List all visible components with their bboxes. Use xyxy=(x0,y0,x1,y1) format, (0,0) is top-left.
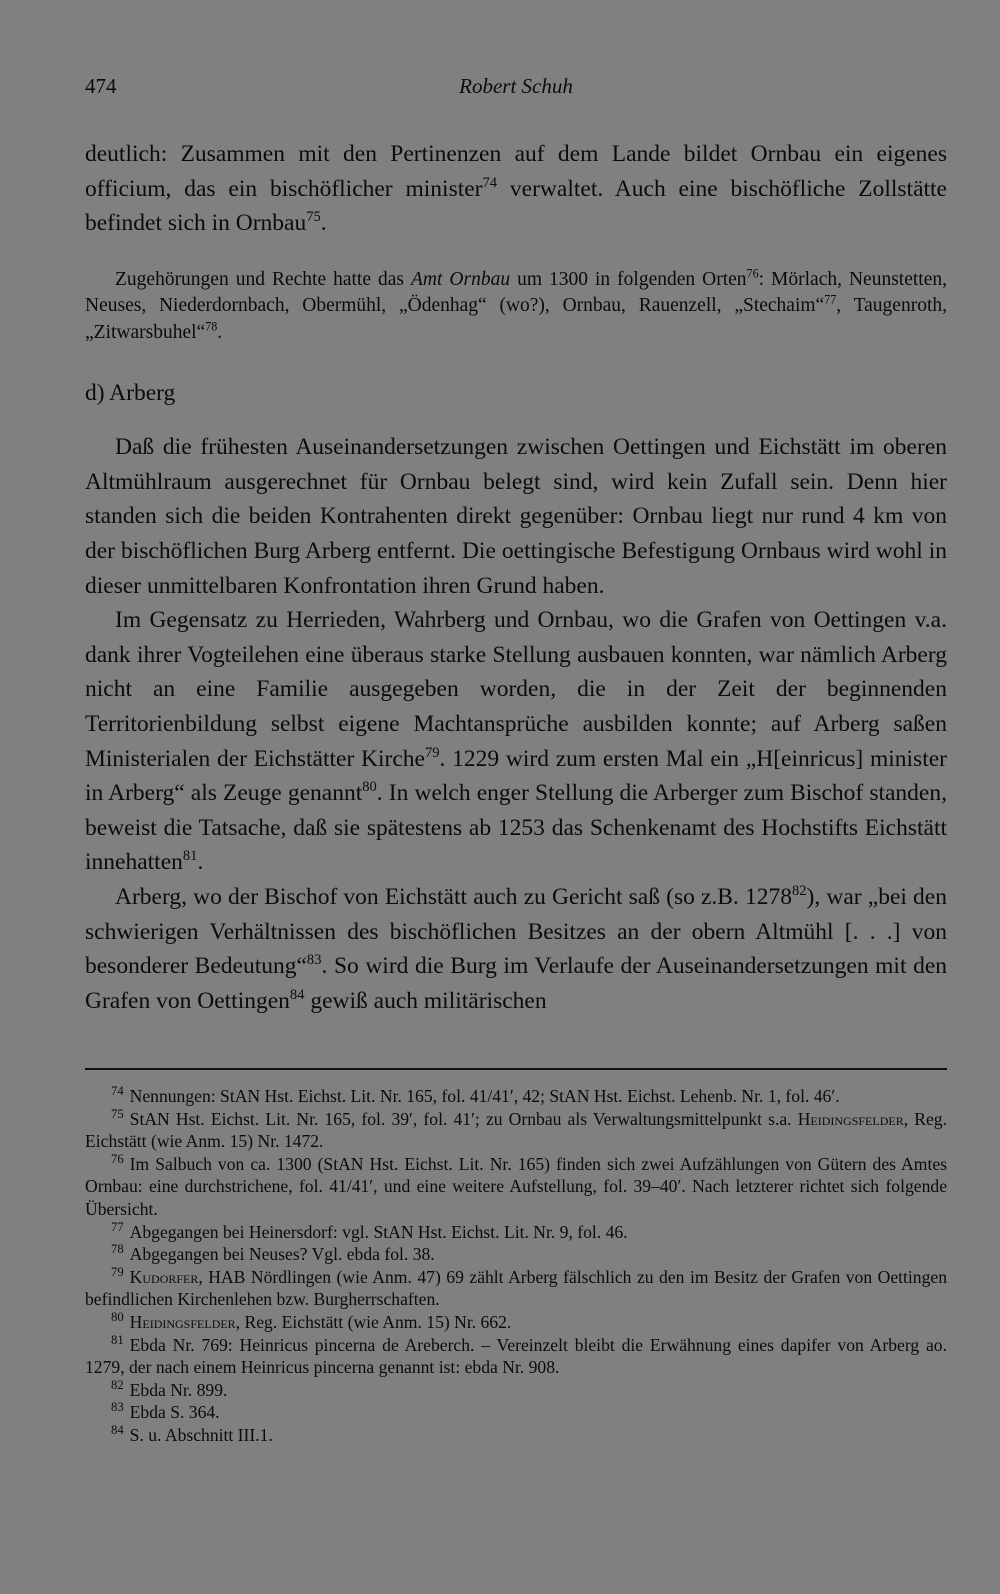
footnotes xyxy=(85,1085,947,1447)
amt-ornbau: Amt Ornbau xyxy=(411,268,511,290)
page-header xyxy=(85,74,947,104)
footnote-ref-78[interactable]: 78 xyxy=(205,319,218,334)
footnote-81: $^{81}$ Ebda Nr. 769: Heinricus pincerna de Areberch. – Vereinzelt bleibt die Erwähnung eines dapifer von Arberg ao. 1279, der nach einem Heinricus pincerna genannt ist: ebda Nr. 908. xyxy=(85,1332,947,1378)
footnote-84: $^{84}$ S. u. Abschnitt III.1. xyxy=(111,1423,273,1445)
footnote-ref-82[interactable]: 82 xyxy=(791,883,807,900)
footnote-78: $^{78}$ Abgegangen bei Neuses? Vgl. ebda fol. 38. xyxy=(111,1242,435,1265)
footnote-ref-74[interactable]: 74 xyxy=(482,174,498,191)
footnote-ref-77[interactable]: 77 xyxy=(824,292,837,307)
paragraph-4: Im Gegensatz zu Herrieden, Wahrberg und Ornbau, wo die Grafen von Oettingen v.a. dank ihrer Vogteilehen eine überaus starke Stellung ausbauen konnten, war nämlich Arberg nicht an eine Familie ausgegeben worden, die in der Zeit der beginnenden Territorienbildung selbst eigene Machtansprüche ausbilden konnte; auf Arberg saßen Ministerialen der Eichstätter Kirche$^{79}$. 1229 wird zum ersten Mal ein „H[einricus] minister in Arberg“ als Zeuge genannt$^{80}$. In welch enger Stellung die Arberger zum Bischof standen, beweist die Tatsache, daß sie spätestens ab 1253 das Schenkenamt des Hochstifts Eichstätt innehatten$^{81}$. xyxy=(85,607,947,876)
section-heading: d) Arberg xyxy=(85,380,176,407)
footnote-74: $^{74}$ Nennungen: StAN Hst. Eichst. Lit. Nr. 165, fol. 41/41′, 42; StAN Hst. Eichst. Lehenb. Nr. 1, fol. 46′. xyxy=(111,1084,840,1106)
footnote-divider xyxy=(85,1068,947,1070)
running-title: Robert Schuh xyxy=(459,74,573,98)
main-text xyxy=(85,137,947,1018)
footnote-ref-81[interactable]: 81 xyxy=(182,848,198,865)
footnote-82: $^{82}$ Ebda Nr. 899. xyxy=(111,1377,228,1400)
paragraph-3: Daß die frühesten Auseinandersetzungen zwischen Oettingen und Eichstätt im oberen Altmühlraum ausgerechnet für Ornbau belegt sind, wird kein Zufall sein. Denn hier standen sich die beiden Kontrahenten direkt gegenüber: Ornbau liegt nur rund 4 km von der bischöflichen Burg Arberg entfernt. Die oettingische Befestigung Ornbaus wird wohl in dieser unmittelbaren Konfrontation ihren Grund haben. xyxy=(85,434,947,599)
page-number: 474 xyxy=(85,74,117,98)
paragraph-2: Zugehörungen und Rechte hatte das Amt Ornbau um 1300 in folgenden Orten$^{76}$: Mörlach, Neunstetten, Neuses, Niederdornbach, Obermühl, „Ödenhag“ (wo?), Ornbau, Rauenzell, „Stechaim“$^{77}$, Taugenroth, „Zitwarsbuhel“$^{78}$. xyxy=(85,266,947,343)
footnote-77: $^{77}$ Abgegangen bei Heinersdorf: vgl. StAN Hst. Eichst. Lit. Nr. 9, fol. 46. xyxy=(111,1219,628,1242)
footnote-76: $^{76}$ Im Salbuch von ca. 1300 (StAN Hst. Eichst. Lit. Nr. 165) finden sich zwei Aufzählungen von Gütern des Amtes Ornbau: eine durchstrichene, fol. 41/41′, und eine weitere Aufstellung, fol. 39–40′. Nach letzterer richtet sich folgende Übersicht. xyxy=(85,1151,947,1219)
footnote-ref-80[interactable]: 80 xyxy=(362,779,377,796)
footnote-79: $^{79}$ Kudorfer, HAB Nördlingen (wie Anm. 47) 69 zählt Arberg fälschlich zu den im Besitz der Grafen von Oettingen befindlichen Kirchenlehen bzw. Burgherrschaften. xyxy=(85,1264,947,1310)
paragraph-1: deutlich: Zusammen mit den Pertinenzen auf dem Lande bildet Ornbau ein eigenes officium, das ein bischöflicher minister$^{74}$ verwaltet. Auch eine bischöfliche Zollstätte befindet sich in Ornbau$^{75}$. xyxy=(85,141,947,237)
footnote-ref-79[interactable]: 79 xyxy=(424,744,440,761)
footnote-80: $^{80}$ Heidingsfelder, Reg. Eichstätt (wie Anm. 15) Nr. 662. xyxy=(111,1310,512,1332)
footnote-83: $^{83}$ Ebda S. 364. xyxy=(111,1400,220,1423)
footnote-ref-75[interactable]: 75 xyxy=(306,209,321,226)
footnote-ref-76[interactable]: 76 xyxy=(746,266,759,281)
footnote-75: $^{75}$ StAN Hst. Eichst. Lit. Nr. 165, fol. 39′, fol. 41′; zu Ornbau als Verwaltungsmittelpunkt s.a. Heidingsfelder, Reg. Eichstätt (wie Anm. 15) Nr. 1472. xyxy=(85,1106,947,1152)
paragraph-5: Arberg, wo der Bischof von Eichstätt auch zu Gericht saß (so z.B. 1278$^{82}$), war „bei den schwierigen Verhältnissen des bischöflichen Besitzes an der obern Altmühl [. . .] von besonderer Bedeutung“$^{83}$. So wird die Burg im Verlaufe der Auseinandersetzungen mit den Grafen von Oettingen$^{84}$ gewiß auch militärischen xyxy=(85,883,947,1014)
footnote-ref-84[interactable]: 84 xyxy=(289,986,305,1003)
footnote-ref-83[interactable]: 83 xyxy=(306,952,322,969)
